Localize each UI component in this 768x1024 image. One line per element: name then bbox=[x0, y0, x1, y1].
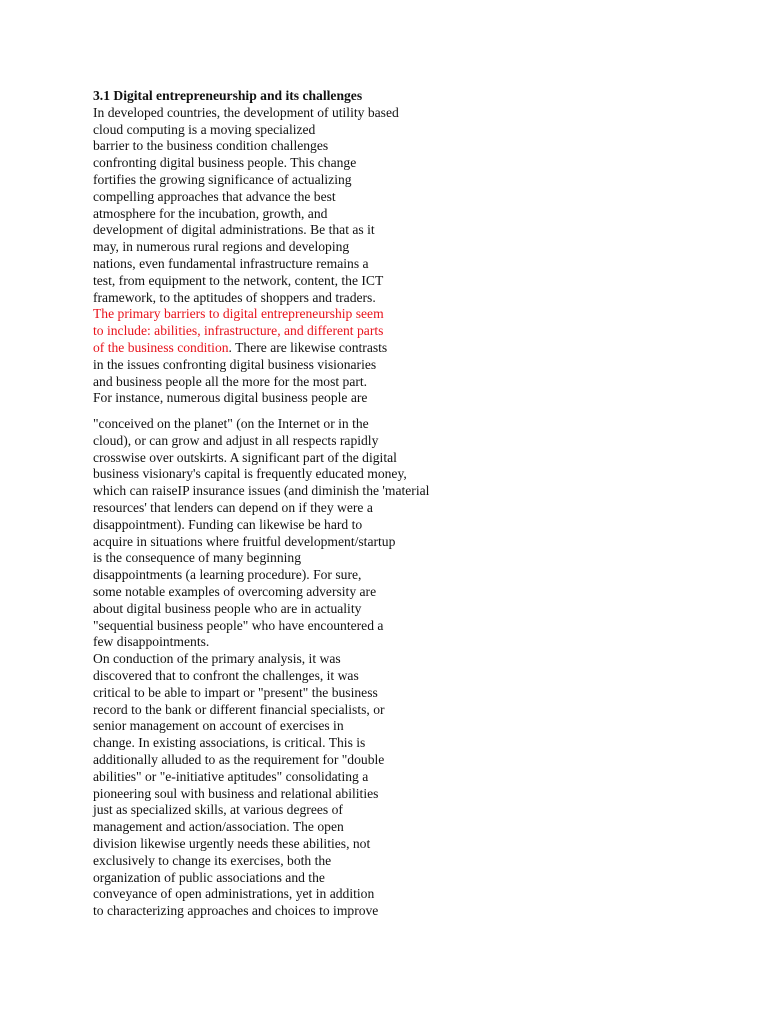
text-line: pioneering soul with business and relational abilities bbox=[93, 785, 379, 801]
text-line: nations, even fundamental infrastructure remains a bbox=[93, 255, 369, 271]
text-line: discovered that to confront the challenges, it was bbox=[93, 667, 359, 683]
text-line: development of digital administrations. Be that as it bbox=[93, 222, 375, 238]
text-line: may, in numerous rural regions and developing bbox=[93, 239, 350, 255]
text-line: test, from equipment to the network, content, the ICT bbox=[93, 272, 384, 288]
text-line: "sequential business people" who have encountered a bbox=[93, 617, 384, 633]
text-line: conveyance of open administrations, yet in addition bbox=[93, 886, 375, 902]
text-line: just as specialized skills, at various degrees of bbox=[93, 802, 343, 818]
text-line: On conduction of the primary analysis, it was bbox=[93, 651, 341, 667]
text-line: confronting digital business people. This change bbox=[93, 155, 357, 171]
text-line: In developed countries, the development of utility based bbox=[93, 104, 399, 120]
text-line: few disappointments. bbox=[93, 634, 210, 650]
text-line: resources' that lenders can depend on if they were a bbox=[93, 499, 373, 515]
text-fragment: . There are likewise contrasts bbox=[228, 339, 388, 355]
text-line: acquire in situations where fruitful development/startup bbox=[93, 533, 396, 549]
section-heading: 3.1 Digital entrepreneurship and its challenges bbox=[93, 88, 363, 103]
text-line: disappointments (a learning procedure). For sure, bbox=[93, 567, 362, 583]
highlighted-text-line: to include: abilities, infrastructure, and different parts bbox=[93, 323, 384, 339]
text-line: For instance, numerous digital business people are bbox=[93, 390, 368, 406]
text-line: some notable examples of overcoming adversity are bbox=[93, 583, 377, 599]
text-line: senior management on account of exercises in bbox=[93, 718, 344, 734]
text-line: exclusively to change its exercises, both the bbox=[93, 852, 332, 868]
text-line: atmosphere for the incubation, growth, and bbox=[93, 205, 328, 221]
highlighted-text-fragment: of the business condition bbox=[93, 339, 229, 355]
text-line: abilities" or "e-initiative aptitudes" consolidating a bbox=[93, 768, 369, 784]
text-line: division likewise urgently needs these abilities, not bbox=[93, 835, 371, 851]
highlighted-text-line: The primary barriers to digital entrepreneurship seem bbox=[93, 306, 384, 322]
text-line: business visionary's capital is frequently educated money, bbox=[93, 466, 407, 482]
text-line: critical to be able to impart or "present" the business bbox=[93, 684, 378, 700]
text-line: crosswise over outskirts. A significant part of the digital bbox=[93, 449, 397, 465]
text-line: to characterizing approaches and choices to improve bbox=[93, 903, 379, 919]
text-line: is the consequence of many beginning bbox=[93, 550, 302, 566]
text-line: disappointment). Funding can likewise be hard to bbox=[93, 516, 363, 532]
text-line: cloud computing is a moving specialized bbox=[93, 121, 316, 137]
text-line: change. In existing associations, is critical. This is bbox=[93, 735, 366, 751]
text-line: framework, to the aptitudes of shoppers and traders. bbox=[93, 289, 376, 305]
text-line: organization of public associations and the bbox=[93, 869, 325, 885]
text-line: fortifies the growing significance of actualizing bbox=[93, 171, 352, 187]
text-line: "conceived on the planet" (on the Internet or in the bbox=[93, 416, 369, 431]
continuation-block bbox=[93, 416, 753, 920]
text-line: compelling approaches that advance the best bbox=[93, 188, 336, 204]
text-line: record to the bank or different financial specialists, or bbox=[93, 701, 385, 717]
section-3-1-block bbox=[93, 88, 753, 407]
text-line: and business people all the more for the most part. bbox=[93, 373, 368, 389]
text-line: about digital business people who are in actuality bbox=[93, 600, 362, 616]
mixed-text-line bbox=[93, 340, 753, 357]
text-line: in the issues confronting digital business visionaries bbox=[93, 356, 377, 372]
text-line: management and action/association. The open bbox=[93, 819, 344, 835]
text-line: which can raiseIP insurance issues (and diminish the 'material bbox=[93, 483, 430, 499]
text-line: additionally alluded to as the requirement for "double bbox=[93, 751, 385, 767]
text-line: cloud), or can grow and adjust in all respects rapidly bbox=[93, 432, 379, 448]
text-line: barrier to the business condition challenges bbox=[93, 138, 329, 154]
